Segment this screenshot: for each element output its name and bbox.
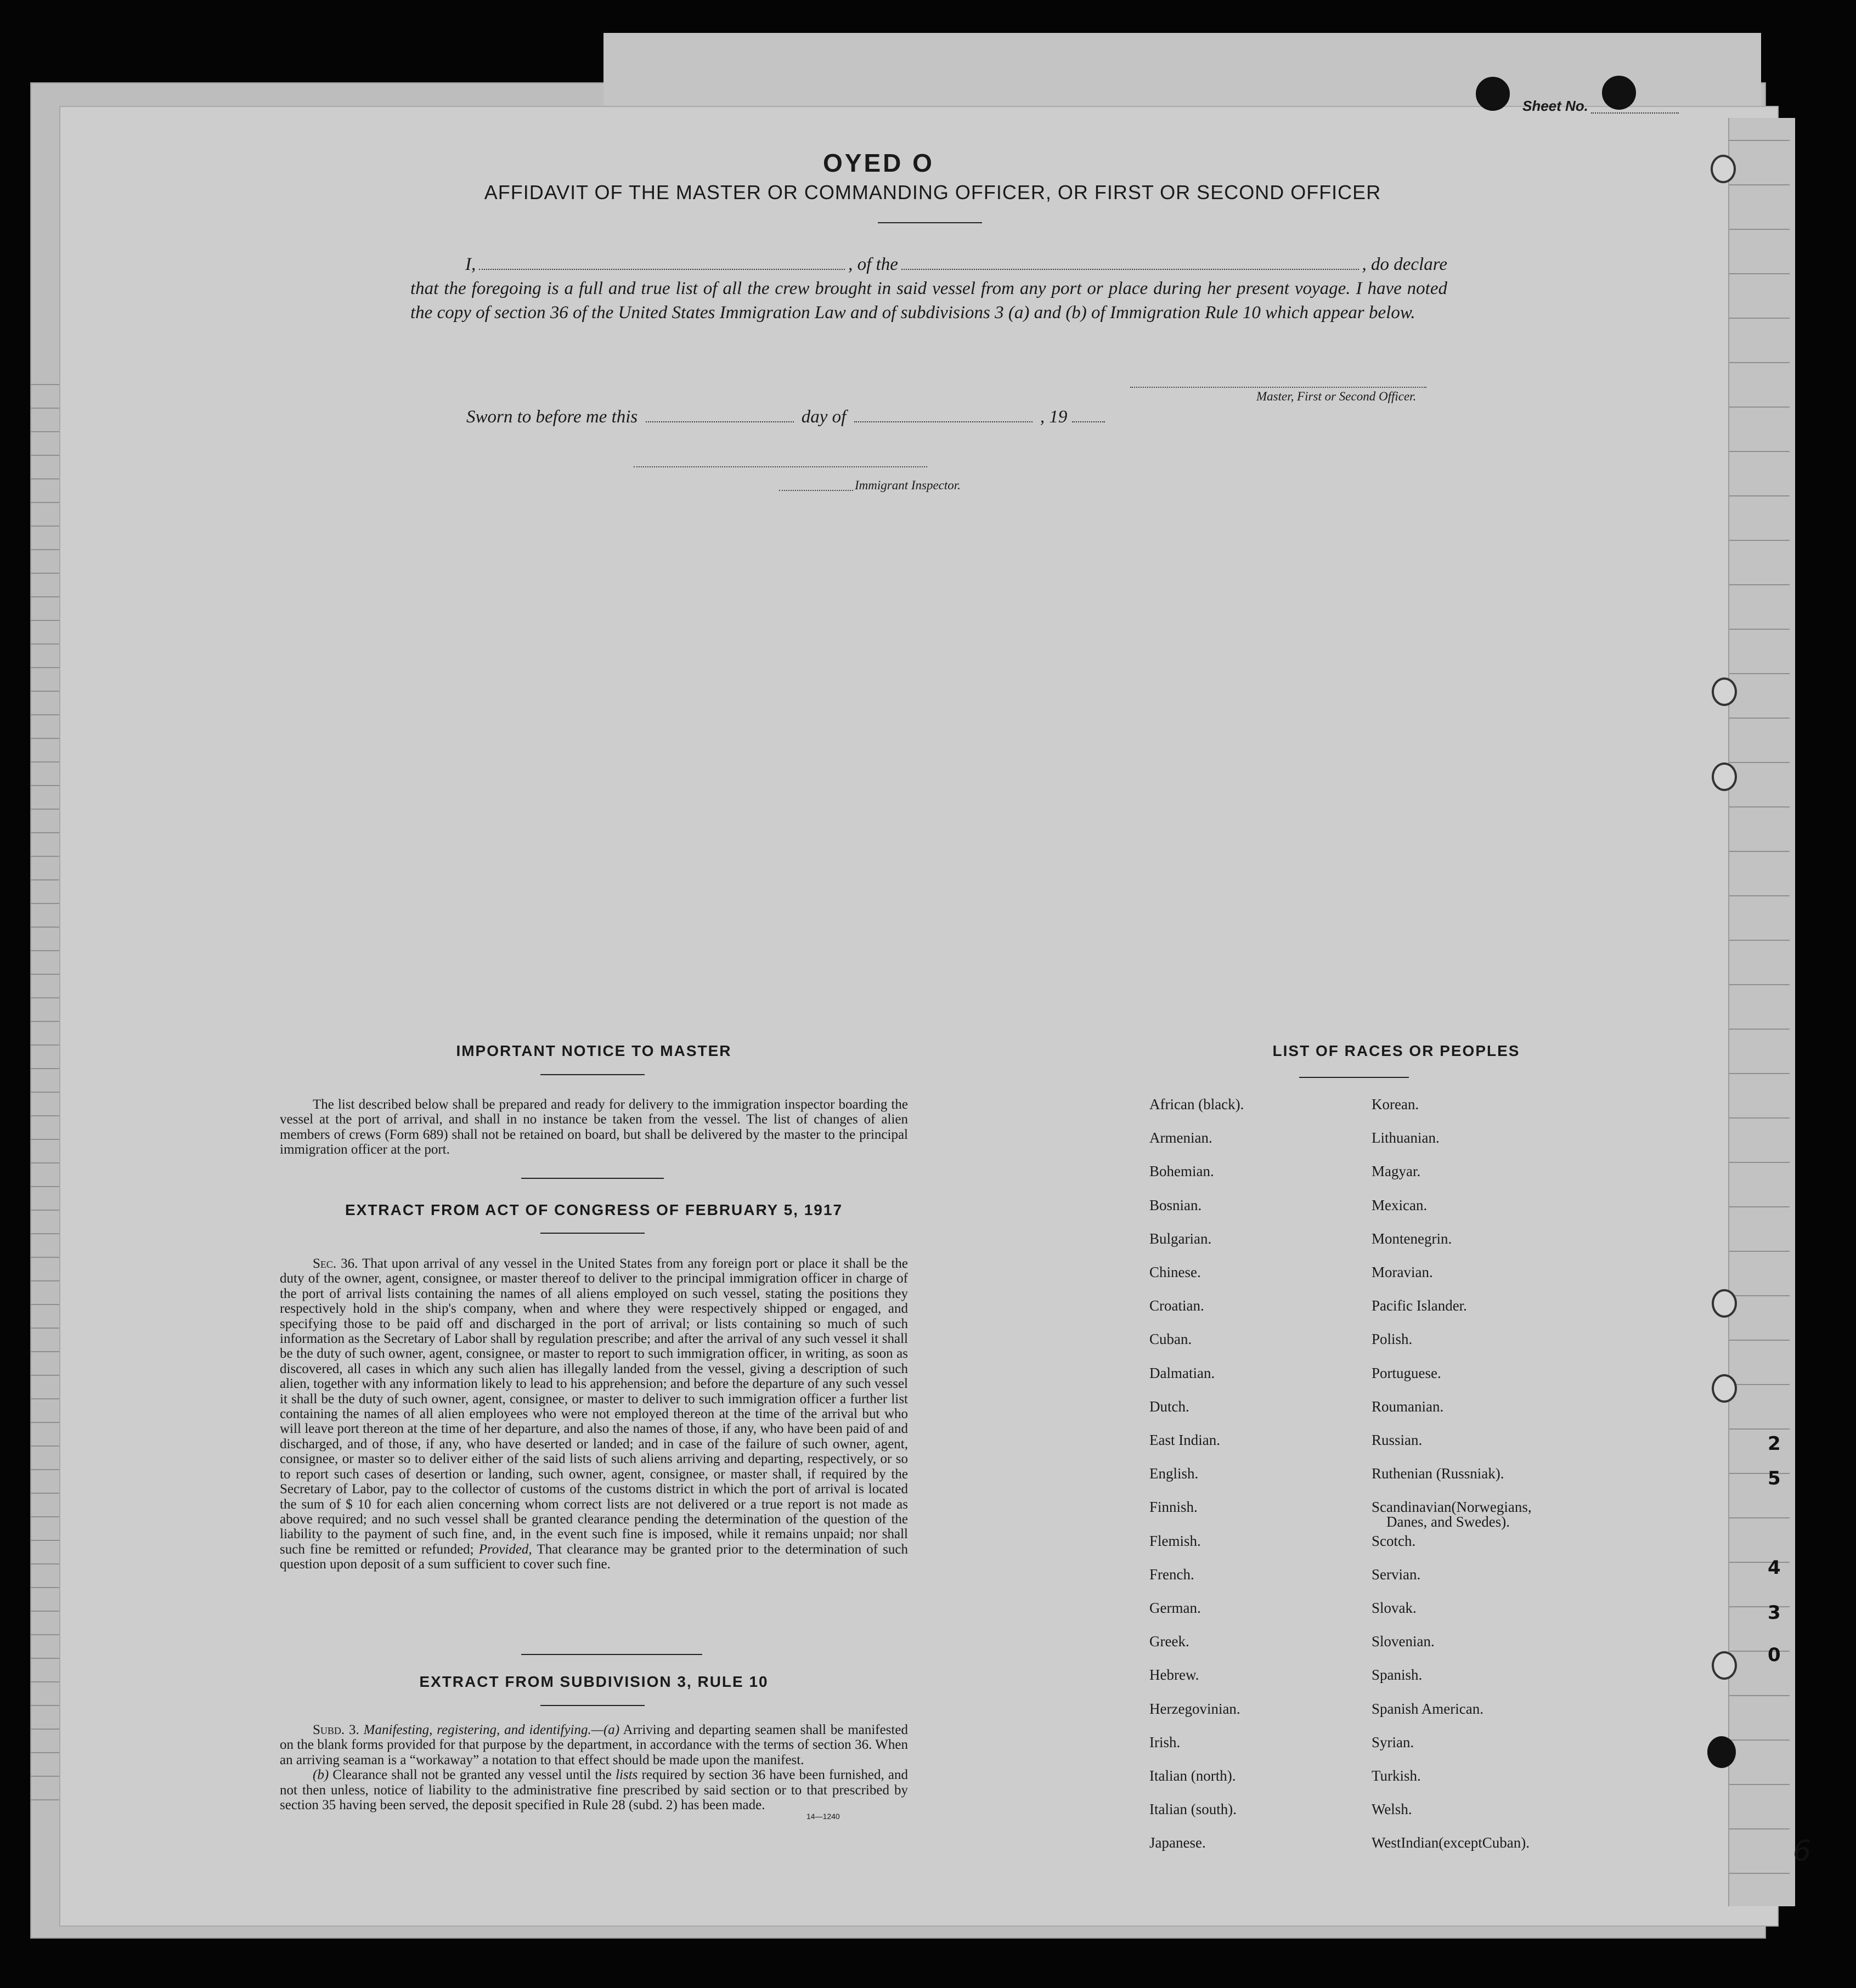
ruling-line	[30, 384, 63, 385]
ruling-line	[30, 927, 63, 928]
year-prefix: , 19	[1040, 407, 1068, 427]
margin-mark: 5	[1768, 1467, 1781, 1489]
ruling-line	[1729, 762, 1790, 763]
provided-label: Provided,	[478, 1541, 532, 1557]
signature-field[interactable]	[1130, 387, 1426, 388]
ruling-line	[30, 785, 63, 786]
race-item: Scotch.	[1372, 1532, 1416, 1549]
race-item: Moravian.	[1372, 1264, 1433, 1280]
ruling-line	[30, 1705, 63, 1706]
margin-mark: 0	[1768, 1644, 1781, 1666]
ruling-line	[30, 1068, 63, 1069]
race-item: Spanish American.	[1372, 1700, 1483, 1717]
ruling-line	[30, 1257, 63, 1258]
subd-b-text-2: required by section 36 have been furnished, and not then unless, notice of liability to the administrative fine prescribed by said section or to that prescribed by section 35 having been served, the deposit specified in Rule 28 (subd. 2) has been made.	[280, 1767, 908, 1813]
section-36-paragraph	[280, 1256, 908, 1572]
subd-label: Subd. 3.	[313, 1722, 359, 1737]
torn-header-fragment: OYED O	[823, 149, 934, 177]
divider	[540, 1074, 645, 1075]
ruling-line	[30, 620, 63, 621]
inspector-label: Immigrant Inspector.	[855, 478, 961, 492]
race-item: Cuban.	[1149, 1331, 1192, 1348]
ruling-line	[30, 1115, 63, 1116]
affidavit-body: that the foregoing is a full and true list of all the crew brought in said vessel from any port or place during her present voyage. I have noted the copy of section 36 of the United States Immigration Law and of subdivisions 3 (a) and (b) of Immigration Rule 10 which appear below.	[410, 279, 1447, 323]
ruling-line	[30, 1799, 63, 1800]
race-item: Roumanian.	[1372, 1398, 1444, 1415]
right-edge-ruling	[1728, 118, 1795, 1906]
race-item: Turkish.	[1372, 1767, 1421, 1784]
subdivision-b-paragraph	[280, 1767, 908, 1812]
race-item: Croatian.	[1149, 1297, 1204, 1314]
binder-hole-icon	[1712, 677, 1737, 706]
ruling-line	[1729, 1740, 1790, 1741]
ruling-line	[1729, 1784, 1790, 1785]
ruling-line	[30, 714, 63, 715]
binder-hole-icon	[1602, 76, 1636, 110]
ruling-line	[30, 879, 63, 880]
divider	[540, 1233, 645, 1234]
ruling-line	[1729, 1029, 1790, 1030]
race-item: Korean.	[1372, 1096, 1419, 1112]
ruling-line	[30, 1304, 63, 1305]
subd-b-lists: lists	[616, 1767, 638, 1783]
ruling-line	[1729, 673, 1790, 674]
race-item: Pacific Islander.	[1372, 1297, 1467, 1314]
race-item: East Indian.	[1149, 1432, 1220, 1448]
subd-a-label: —(a)	[591, 1722, 620, 1737]
binder-hole-icon	[1711, 155, 1736, 183]
ruling-line	[1729, 540, 1790, 541]
ruling-line	[30, 1233, 63, 1234]
ruling-line	[30, 738, 63, 739]
ruling-line	[30, 1328, 63, 1329]
form-sheet	[60, 107, 1778, 1925]
ruling-line	[30, 596, 63, 597]
ruling-line	[1729, 273, 1790, 274]
divider	[1299, 1077, 1409, 1078]
ruling-line	[1729, 229, 1790, 230]
race-item: Flemish.	[1149, 1532, 1201, 1549]
sheet-number-label: Sheet No.	[1522, 98, 1588, 114]
binder-hole-icon	[1712, 1374, 1737, 1403]
race-item: Russian.	[1372, 1432, 1423, 1448]
ruling-line	[30, 526, 63, 527]
ruling-line	[30, 1280, 63, 1281]
subd-b-label: (b)	[313, 1767, 329, 1783]
ruling-line	[30, 950, 63, 951]
ruling-line	[1729, 318, 1790, 319]
subdivision-a-paragraph	[280, 1722, 908, 1767]
ruling-line	[1729, 1340, 1790, 1341]
race-item: Slovenian.	[1372, 1633, 1435, 1650]
ruling-line	[30, 974, 63, 975]
sworn-year-field[interactable]	[1072, 421, 1105, 422]
race-item: Hebrew.	[1149, 1667, 1199, 1684]
race-item: Portuguese.	[1372, 1364, 1441, 1381]
affidavit-of-the: , of the	[848, 255, 898, 274]
inspector-signature-field[interactable]	[634, 466, 927, 467]
ruling-line	[30, 549, 63, 550]
section-36-proviso: That clearance may be granted prior to the determination of such question upon deposit of a sum sufficient to cover such fine.	[280, 1541, 909, 1572]
race-item: Montenegrin.	[1372, 1230, 1452, 1247]
ruling-line	[30, 573, 63, 574]
ruling-line	[30, 1776, 63, 1777]
act-extract-title: EXTRACT FROM ACT OF CONGRESS OF FEBRUARY 5, 1917	[345, 1201, 843, 1218]
race-item: French.	[1149, 1566, 1194, 1583]
sworn-line	[466, 407, 1105, 427]
ruling-line	[1729, 806, 1790, 807]
ruling-line	[30, 1752, 63, 1753]
subd-b-text-1: Clearance shall not be granted any vessel until the	[332, 1767, 612, 1783]
master-name-field[interactable]	[479, 269, 845, 270]
divider	[521, 1178, 664, 1179]
binder-hole-icon	[1712, 763, 1737, 791]
race-item: Bulgarian.	[1149, 1230, 1212, 1247]
race-item: Armenian.	[1149, 1129, 1212, 1147]
race-item: Japanese.	[1149, 1834, 1206, 1851]
race-item: Syrian.	[1372, 1733, 1414, 1750]
ruling-line	[30, 1044, 63, 1046]
ruling-line	[30, 1634, 63, 1635]
ruling-line	[1729, 362, 1790, 363]
vessel-name-field[interactable]	[901, 269, 1359, 270]
section-36-text: That upon arrival of any vessel in the United States from any foreign port or place it shall be the duty of the owner, agent, consignee, or master thereof to deliver to the principal immigration officer in charge of the port of arrival lists containing the names of all aliens employed on such vessel, stating the positions they respectively hold in the ship's company, when and where they were respectively shipped or engaged, and specifying those to be paid off and discharged in the port of arrival; or lists containing so much of such information as the Secretary of Labor shall by regulation prescribe; and after the arrival of any such vessel it shall be the duty of such owner, agent, consignee, or master to report to such immigration officer, in writing, as soon as discovered, all cases in which any such alien has illegally landed from the vessel, giving a description of such alien, together with any information likely to lead to his apprehension; and before the departure of any such vessel it shall be the duty of such owner, agent, consignee, or master to deliver to such immigration officer a further list containing the names of all alien employees who were not employed thereon at the time of the arrival but who will leave port thereon at the time of her departure, and also the names of those, if any, who have been paid of and discharged, and of those, if any, who have deserted or landed; and in case of the failure of such owner, agent, consignee, or master so to deliver either of the said lists of such aliens arriving and departing, respectively, or so to report such cases of desertion or landing, such owner, agent, consignee, or master shall, if required by the Secretary of Labor, pay to the collector of customs of the customs district in which the port of arrival is located the sum of $ 10 for each alien concerning whom correct lists are not delivered or a true report is not made as above required; and no such vessel shall be granted clearance pending the determination of the question of the liability to the payment of such fine, and, in the event such fine is imposed, while it remains unpaid; nor shall such fine be remitted or refunded;	[280, 1256, 908, 1557]
ruling-line	[30, 1681, 63, 1682]
ruling-line	[30, 1611, 63, 1612]
handwritten-page-number: 6	[1793, 1835, 1812, 1868]
ruling-line	[1729, 1206, 1790, 1207]
ruling-line	[1729, 1428, 1790, 1430]
affidavit-text	[410, 252, 1447, 325]
binder-hole-icon	[1712, 1651, 1737, 1680]
divider	[540, 1705, 645, 1706]
ruling-line	[30, 856, 63, 857]
race-item: Dalmatian.	[1149, 1364, 1215, 1381]
ruling-line	[30, 1445, 63, 1447]
ruling-line	[30, 1729, 63, 1730]
sworn-label: Sworn to before me this	[466, 407, 638, 427]
ruling-line	[1729, 1828, 1790, 1829]
race-item: Ruthenian (Russniak).	[1372, 1465, 1504, 1482]
race-item: Welsh.	[1372, 1801, 1412, 1818]
race-item: Dutch.	[1149, 1398, 1189, 1415]
ruling-line	[1729, 584, 1790, 585]
race-item: Slovak.	[1372, 1600, 1417, 1616]
ruling-line	[30, 761, 63, 763]
ruling-line	[30, 431, 63, 432]
affidavit-i-label: I,	[465, 255, 476, 274]
ruling-line	[1729, 629, 1790, 630]
divider	[521, 1654, 702, 1655]
binder-hole-icon	[1476, 77, 1510, 111]
rule-extract-title: EXTRACT FROM SUBDIVISION 3, RULE 10	[419, 1673, 769, 1690]
notice-paragraph: The list described below shall be prepared and ready for delivery to the immigration inspector boarding the vessel at the port of arrival, and shall in no instance be taken from the vessel. The list of changes of alien members of crews (Form 689) shall not be retained on board, but shall be delivered by the master to the principal immigration officer at the port.	[280, 1097, 908, 1157]
ruling-line	[1729, 718, 1790, 719]
ruling-line	[1729, 895, 1790, 896]
ruling-line	[1729, 140, 1790, 141]
sheet-number-field	[1591, 112, 1679, 114]
form-number: 14—1240	[806, 1812, 840, 1821]
act-extract-text	[280, 1256, 908, 1572]
ruling-line	[30, 1139, 63, 1140]
race-item: WestIndian(exceptCuban).	[1372, 1834, 1530, 1851]
ruling-line	[30, 408, 63, 409]
ruling-line	[30, 502, 63, 503]
margin-mark: 2	[1768, 1433, 1781, 1455]
ruling-line	[30, 667, 63, 668]
sworn-day-field[interactable]	[646, 421, 794, 422]
ruling-line	[30, 455, 63, 456]
subd-heading: Manifesting, registering, and identifying.	[363, 1722, 591, 1737]
ruling-line	[30, 1493, 63, 1494]
ruling-line	[1729, 1162, 1790, 1163]
left-edge-ruling	[30, 384, 63, 1810]
race-item: Bohemian.	[1149, 1163, 1214, 1180]
ruling-line	[1729, 1384, 1790, 1385]
ruling-line	[30, 997, 63, 998]
ruling-line	[30, 1021, 63, 1022]
ruling-line	[1729, 1517, 1790, 1518]
race-item: Irish.	[1149, 1733, 1181, 1750]
margin-mark: 4	[1768, 1557, 1781, 1579]
notice-title: IMPORTANT NOTICE TO MASTER	[456, 1042, 732, 1059]
subd-a-text: Arriving and departing seamen shall be manifested on the blank forms provided for that purpose by the department, in accordance with the terms of section 36. When an arriving seaman is a “workaway” a notation to that effect should be made upon the manifest.	[280, 1722, 908, 1767]
ruling-line	[1729, 495, 1790, 496]
race-item: Polish.	[1372, 1331, 1413, 1348]
rule-extract-text	[280, 1722, 908, 1812]
divider	[878, 222, 982, 223]
binder-hole-icon	[1712, 1289, 1737, 1318]
race-item: Italian (south).	[1149, 1801, 1237, 1818]
ruling-line	[30, 1422, 63, 1423]
race-item: Spanish.	[1372, 1667, 1423, 1684]
ruling-line	[1729, 940, 1790, 941]
race-item: Servian.	[1372, 1566, 1421, 1583]
ruling-line	[30, 1658, 63, 1659]
race-item: Herzegovinian.	[1149, 1700, 1240, 1717]
ruling-line	[30, 1587, 63, 1588]
race-item: German.	[1149, 1600, 1201, 1616]
ruling-line	[30, 1162, 63, 1164]
ruling-line	[30, 1092, 63, 1093]
day-of-label: day of	[801, 407, 847, 427]
ruling-line	[1729, 1251, 1790, 1252]
ruling-line	[30, 1469, 63, 1470]
signature-label: Master, First or Second Officer.	[1256, 389, 1417, 403]
races-title: LIST OF RACES OR PEOPLES	[1272, 1042, 1520, 1059]
race-item: Greek.	[1149, 1633, 1189, 1650]
ruling-line	[1729, 451, 1790, 452]
ruling-line	[30, 691, 63, 692]
ruling-line	[1729, 1073, 1790, 1074]
inspector-leader	[779, 490, 853, 491]
ruling-line	[30, 1186, 63, 1187]
race-item: Italian (north).	[1149, 1767, 1236, 1784]
ruling-line	[1729, 984, 1790, 985]
ruling-line	[30, 478, 63, 479]
ruling-line	[1729, 184, 1790, 185]
ruling-line	[30, 643, 63, 645]
race-item: Magyar.	[1372, 1163, 1421, 1180]
binder-hole-icon	[1707, 1736, 1736, 1768]
race-item: Scandinavian(Norwegians, Danes, and Swedes).	[1372, 1499, 1532, 1530]
sworn-month-field[interactable]	[854, 421, 1033, 422]
race-item: African (black).	[1149, 1096, 1244, 1112]
ruling-line	[30, 1540, 63, 1541]
ruling-line	[1729, 406, 1790, 408]
ruling-line	[1729, 851, 1790, 852]
ruling-line	[30, 809, 63, 810]
notice-text	[280, 1097, 908, 1157]
race-item: English.	[1149, 1465, 1199, 1482]
race-item: Bosnian.	[1149, 1196, 1202, 1213]
ruling-line	[30, 1351, 63, 1352]
ruling-line	[30, 1398, 63, 1399]
ruling-line	[30, 903, 63, 904]
margin-mark: 3	[1768, 1602, 1781, 1624]
ruling-line	[30, 1375, 63, 1376]
race-item: Lithuanian.	[1372, 1129, 1440, 1147]
affidavit-do-declare: , do declare	[1362, 255, 1447, 274]
ruling-line	[1729, 1695, 1790, 1696]
race-item: Chinese.	[1149, 1264, 1201, 1280]
ruling-line	[30, 1210, 63, 1211]
affidavit-title: AFFIDAVIT OF THE MASTER OR COMMANDING OFFICER, OR FIRST OR SECOND OFFICER	[484, 181, 1381, 204]
ruling-line	[1729, 1117, 1790, 1119]
section-label: Sec. 36.	[313, 1256, 358, 1271]
ruling-line	[1729, 1295, 1790, 1296]
ruling-line	[30, 1516, 63, 1517]
ruling-line	[30, 1563, 63, 1565]
race-item: Mexican.	[1372, 1196, 1428, 1213]
race-item: Finnish.	[1149, 1499, 1198, 1516]
ruling-line	[30, 832, 63, 833]
ruling-line	[1729, 1873, 1790, 1874]
